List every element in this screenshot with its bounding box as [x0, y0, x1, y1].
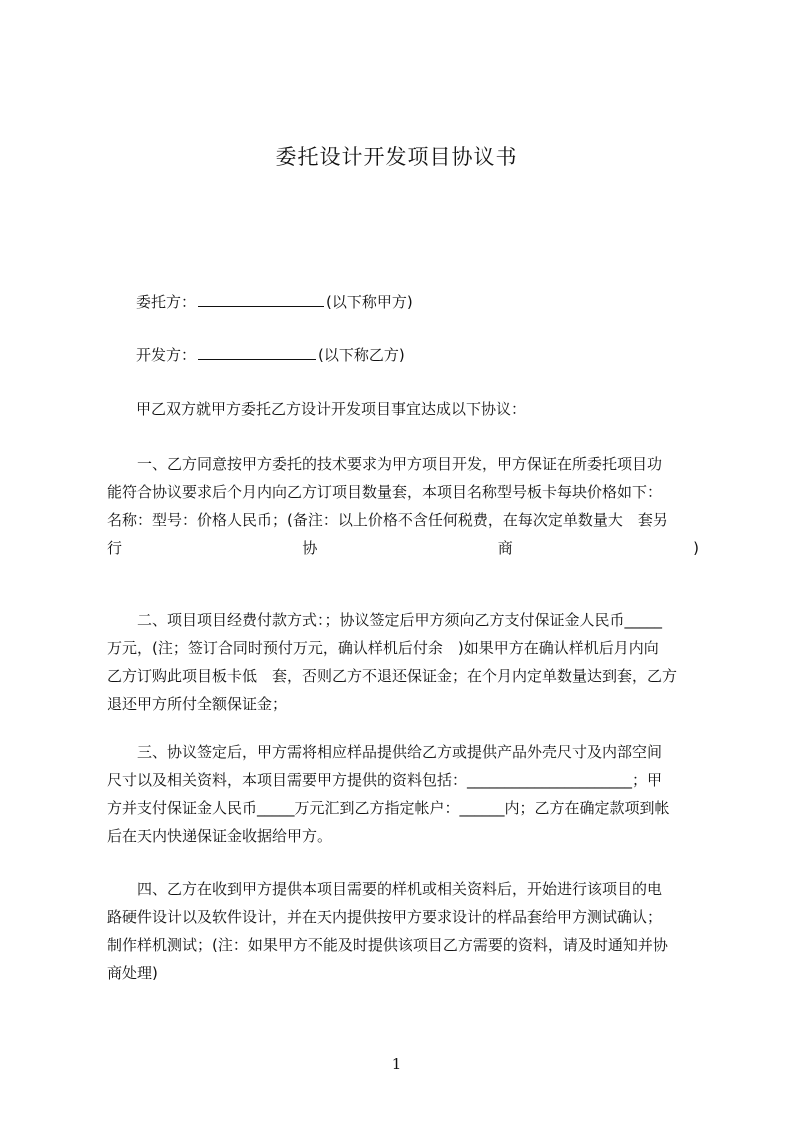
- developer-name-blank[interactable]: [198, 345, 316, 360]
- clause-1-line-1: 一、乙方同意按甲方委托的技术要求为甲方项目开发，甲方保证在所委托项目功: [137, 455, 663, 473]
- clause-2-line-2: 万元，(注；签订合同时预付万元，确认样机后付余 )如果甲方在确认样机后月内向: [107, 639, 659, 657]
- page-number: 1: [391, 1055, 402, 1073]
- clause-1-word-1: 行: [107, 539, 123, 557]
- clause-4-line-1: 四、乙方在收到甲方提供本项目需要的样机或相关资料后，开始进行该项目的电: [137, 880, 663, 898]
- clause-3-line-2: 尺寸以及相关资料，本项目需要甲方提供的资料包括：______________________；甲: [107, 771, 663, 789]
- client-name-blank[interactable]: [198, 292, 324, 307]
- clause-2: [107, 606, 699, 718]
- clause-1-line-3: 名称：型号：价格人民币；(备注：以上价格不含任何税费，在每次定单数量大 套另: [107, 511, 668, 529]
- document-title: 委托设计开发项目协议书: [275, 145, 518, 169]
- clause-2-line-3: 乙方订购此项目板卡低 套，否则乙方不退还保证金；在个月内定单数量达到套，乙方: [107, 667, 678, 685]
- client-line: [136, 292, 413, 312]
- clause-3-line-1: 三、协议签定后，甲方需将相应样品提供给乙方或提供产品外壳尺寸及内部空间: [137, 743, 663, 761]
- clause-1-word-4: ): [693, 539, 699, 557]
- clause-1: [107, 450, 699, 562]
- clause-4-line-3: 制作样机测试；(注：如果甲方不能及时提供该项目乙方需要的资料，请及时通知并协: [107, 936, 668, 954]
- clause-4-line-4: 商处理): [107, 964, 158, 982]
- clause-2-line-1: 二、项目项目经费付款方式：；协议签定后甲方须向乙方支付保证金人民币_____: [137, 611, 663, 629]
- client-label: 委托方：: [136, 293, 197, 311]
- developer-label: 开发方：: [136, 346, 197, 364]
- clause-3: [107, 738, 699, 850]
- clause-1-word-2: 协: [302, 539, 318, 557]
- clause-4-line-2: 路硬件设计以及软件设计，并在天内提供按甲方要求设计的样品套给甲方测试确认；: [107, 908, 663, 926]
- client-suffix: (以下称甲方): [326, 293, 413, 311]
- developer-line: [136, 345, 405, 365]
- clause-1-line-2: 能符合协议要求后个月内向乙方订项目数量套，本项目名称型号板卡每块价格如下：: [107, 483, 663, 501]
- preamble: 甲乙双方就甲方委托乙方设计开发项目事宜达成以下协议：: [136, 400, 527, 418]
- clause-2-line-4: 退还甲方所付全额保证金；: [107, 695, 288, 713]
- clause-1-word-3: 商: [497, 539, 513, 557]
- developer-suffix: (以下称乙方): [318, 346, 405, 364]
- clause-1-line-4: [107, 534, 699, 562]
- clause-3-line-4: 后在天内快递保证金收据给甲方。: [107, 827, 333, 845]
- clause-3-line-3: 方并支付保证金人民币_____万元汇到乙方指定帐户：______内；乙方在确定款项到帐: [107, 799, 670, 817]
- clause-4: [107, 875, 699, 987]
